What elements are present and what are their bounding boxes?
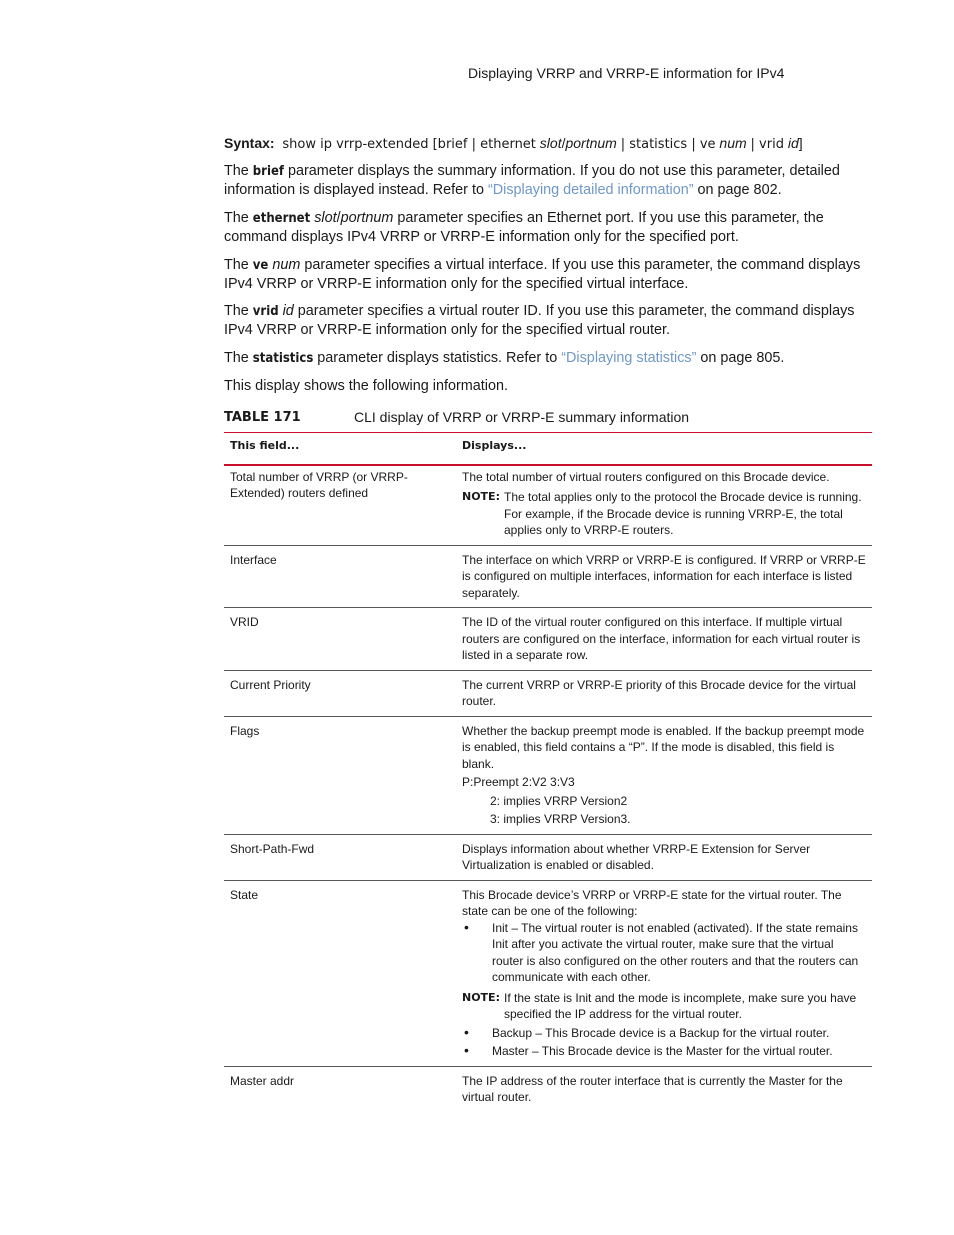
table-row — [224, 880, 872, 1066]
text: parameter specifies an Ethernet port. If you use this parameter, the command displays IPv4 VRRP or VRRP-E information only for the specified port. — [224, 210, 824, 245]
syntax-command: show ip vrrp-extended [brief | ethernet — [282, 137, 536, 152]
bullet: • — [464, 918, 469, 935]
text: The — [224, 210, 253, 226]
field-cell: Total number of VRRP (or VRRP-Extended) routers defined — [224, 465, 456, 546]
syntax-separator: / — [561, 135, 566, 151]
arg-num: num — [272, 257, 301, 273]
note — [462, 990, 866, 1023]
list-item — [462, 1025, 866, 1042]
paragraph-statistics — [224, 349, 874, 368]
desc-cell: The IP address of the router interface that is currently the Master for the virtual router. — [462, 1073, 843, 1104]
table-row — [224, 1066, 872, 1112]
note-label: NOTE: — [462, 990, 500, 1004]
bullet: • — [464, 1023, 469, 1040]
keyword-ethernet: ethernet — [252, 211, 311, 226]
paragraph-vrid — [224, 302, 874, 340]
desc-cell — [456, 465, 872, 546]
separator: / — [336, 210, 341, 226]
text: The — [224, 303, 253, 319]
syntax-arg-slot: slot — [539, 135, 562, 151]
desc-text: The total number of virtual routers configured on this Brocade device. — [462, 469, 830, 484]
column-header-displays: Displays... — [456, 433, 872, 465]
keyword-vrid: vrid — [252, 304, 279, 319]
arg-id: id — [282, 303, 294, 319]
text: on page 802. — [693, 182, 782, 198]
text: parameter specifies a virtual interface. If you use this parameter, the command displays IPv4 VRRP or VRRP-E information only for the specified virtual interface. — [224, 257, 861, 292]
table-label: TABLE 171 — [224, 410, 301, 425]
bullet-text-backup: Backup – This Brocade device is a Backup for the virtual router. — [492, 1025, 830, 1040]
table-row — [224, 608, 872, 671]
arg-slot: slot — [314, 210, 337, 226]
desc-text: Whether the backup preempt mode is enabled. If the backup preempt mode is enabled, this field contains a “P”. If the mode is disabled, this field is blank. — [462, 723, 865, 771]
desc-cell: The interface on which VRRP or VRRP-E is configured. If VRRP or VRRP-E is configured on multiple interfaces, information for each interface is listed separately. — [456, 545, 872, 608]
syntax-arg-num: num — [719, 135, 747, 151]
keyword-statistics: statistics — [252, 351, 314, 366]
list-item — [462, 1043, 866, 1060]
paragraph-ve — [224, 256, 874, 294]
table-row — [224, 670, 872, 716]
column-header-field: This field... — [224, 433, 456, 465]
text: on page 805. — [696, 350, 785, 366]
vrrp-summary-table — [224, 432, 872, 1112]
list-item — [462, 920, 866, 986]
desc-text: This Brocade device’s VRRP or VRRP-E state for the virtual router. The state can be one of the following: — [462, 887, 842, 918]
field-cell: VRID — [224, 608, 456, 671]
flags-v2: 2: implies VRRP Version2 — [490, 793, 628, 808]
field-cell: Master addr — [230, 1073, 295, 1088]
desc-cell: Displays information about whether VRRP-E Extension for Server Virtualization is enabled or disabled. — [456, 834, 872, 880]
syntax-arg-portnum: portnum — [565, 135, 617, 151]
syntax-line — [224, 135, 803, 152]
text: The — [224, 163, 253, 179]
field-cell: Flags — [224, 716, 456, 834]
flags-v3: 3: implies VRRP Version3. — [490, 812, 631, 826]
bullet-text-master: Master – This Brocade device is the Master for the virtual router. — [492, 1044, 833, 1058]
note-label: NOTE: — [462, 490, 500, 503]
field-cell: Current Priority — [224, 670, 456, 716]
paragraph-ethernet — [224, 209, 874, 247]
text: parameter displays statistics. Refer to — [313, 350, 562, 366]
text: parameter displays the summary information. If you do not use this parameter, detailed information is displayed instead. Refer to — [224, 163, 840, 198]
note — [462, 489, 866, 539]
table-row — [224, 834, 872, 880]
field-cell: State — [224, 880, 456, 1066]
running-header: Displaying VRRP and VRRP-E information for IPv4 — [468, 65, 785, 81]
keyword-brief: brief — [252, 164, 284, 179]
table-header-row — [224, 433, 872, 465]
table-row — [224, 545, 872, 608]
desc-cell: The current VRRP or VRRP-E priority of this Brocade device for the virtual router. — [456, 670, 872, 716]
keyword-ve: ve — [252, 258, 269, 273]
arg-portnum: portnum — [340, 210, 394, 226]
field-cell: Interface — [224, 545, 456, 608]
syntax-options-1: | statistics | ve — [620, 137, 716, 152]
syntax-arg-id: id — [787, 135, 799, 151]
link-detailed-info[interactable]: “Displaying detailed information” — [487, 182, 694, 198]
desc-cell — [456, 716, 872, 834]
bullet: • — [464, 1042, 469, 1058]
flags-legend: P:Preempt 2:V2 3:V3 — [462, 775, 575, 789]
note-text: If the state is Init and the mode is incomplete, make sure you have specified the IP address for the virtual router. — [504, 990, 857, 1021]
desc-cell: The ID of the virtual router configured on this interface. If multiple virtual routers are configured on the interface, information for each virtual router is listed in a separate row. — [456, 608, 872, 671]
text: parameter specifies a virtual router ID. If you use this parameter, the command displays IPv4 VRRP or VRRP-E information only for the specified virtual router. — [224, 303, 855, 338]
desc-cell — [456, 880, 872, 1066]
link-statistics[interactable]: “Displaying statistics” — [561, 350, 697, 366]
table-title: CLI display of VRRP or VRRP-E summary information — [354, 409, 690, 425]
paragraph-brief — [224, 162, 874, 200]
table-row — [224, 465, 872, 546]
syntax-end: ] — [798, 135, 803, 151]
text: The — [224, 257, 253, 273]
syntax-label: Syntax: — [224, 135, 275, 151]
table-row — [224, 716, 872, 834]
text: The — [224, 350, 253, 366]
bullet-text-init: Init – The virtual router is not enabled (activated). If the state remains Init after you activate the virtual router, make sure that the virtual router is also configured on the other routers and that the routers can communicate with each other. — [492, 920, 859, 984]
note-text: The total applies only to the protocol the Brocade device is running. For example, if the Brocade device is running VRRP-E, the total applies only to VRRP-E routers. — [504, 490, 862, 537]
syntax-options-2: | vrid — [750, 137, 784, 152]
field-cell: Short-Path-Fwd — [224, 834, 456, 880]
paragraph-intro: This display shows the following information. — [224, 378, 508, 394]
